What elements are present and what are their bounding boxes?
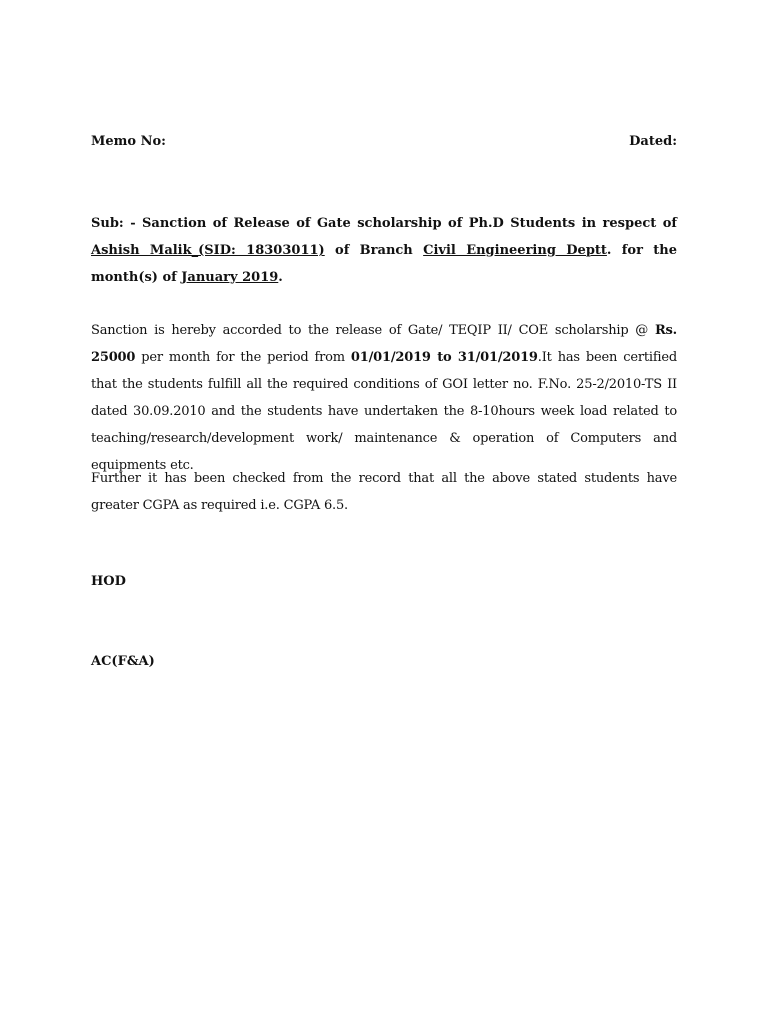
sanction-text-1: Sanction is hereby accorded to the release of Gate/ TEQIP II/ COE scholarship @ [91, 323, 655, 338]
memo-document [91, 0, 677, 1024]
subject-paragraph [91, 210, 677, 291]
sanction-text-2: per month for the period from [135, 350, 351, 365]
cgpa-paragraph: Further it has been checked from the record that all the above stated students have greater CGPA as required i.e. CGPA 6.5. [91, 471, 677, 513]
student-name: Ashish Malik_(SID: 18303011) [91, 243, 325, 258]
dated-label: Dated: [629, 134, 677, 149]
subject-prefix: Sub: - Sanction of Release of Gate scholarship of Ph.D Students in respect of [91, 216, 677, 231]
scholarship-amount: Rs. 25000 [91, 323, 677, 365]
branch-name: Civil Engineering Deptt [423, 243, 607, 258]
memo-no-label: Memo No: [91, 134, 166, 149]
acfa-signatory: AC(F&A) [91, 654, 155, 669]
subject-mid1: of Branch [324, 243, 424, 258]
hod-signatory: HOD [91, 574, 126, 589]
sanction-text-3: .It has been certified that the students fulfill all the required conditions of GOI letter no. F.No. 25-2/2010-TS II dated 30.09.2010 and the students have undertaken the 8-10hours week load related to teaching/research/development work/ maintenance & operation of Computers and equipments etc. [91, 350, 677, 473]
month-value: January 2019 [181, 270, 279, 285]
memo-header-row [91, 133, 677, 151]
sanction-paragraph [91, 317, 677, 479]
sanction-period: 01/01/2019 to 31/01/2019 [350, 350, 538, 365]
subject-mid2: . for the month(s) of [91, 243, 678, 285]
subject-end: . [278, 270, 283, 285]
